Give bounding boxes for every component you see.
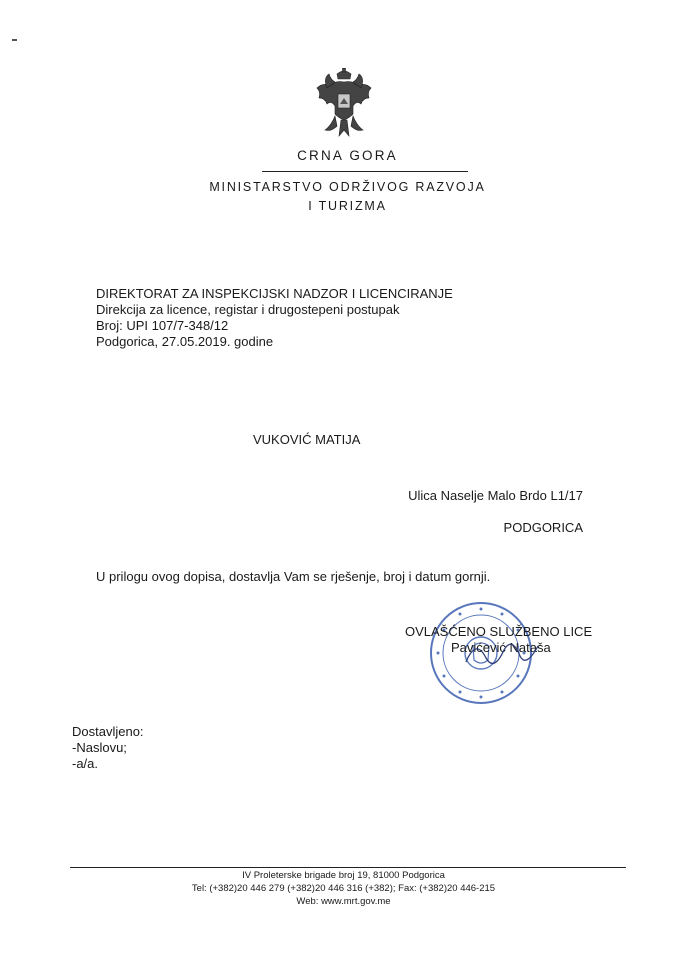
signer-title: OVLAŠĆENO SLUŽBENO LICE [405, 624, 593, 639]
coat-of-arms-icon [313, 68, 375, 144]
scan-mark [12, 39, 17, 41]
footer-address: IV Proleterske brigade broj 19, 81000 Podgorica [242, 870, 445, 881]
recipient-name: VUKOVIĆ MATIJA [253, 432, 361, 447]
ministry-name-line2: I TURIZMA [308, 199, 387, 213]
place-and-date: Podgorica, 27.05.2019. godine [96, 334, 274, 349]
department-name: Direkcija za licence, registar i drugostepeni postupak [96, 302, 400, 317]
recipient-city: PODGORICA [503, 520, 583, 535]
footer-phones: Tel: (+382)20 446 279 (+382)20 446 316 (+382); Fax: (+382)20 446-215 [191, 883, 496, 894]
recipient-street: Ulica Naselje Malo Brdo L1/17 [408, 488, 583, 503]
directorate-name: DIREKTORAT ZA INSPEKCIJSKI NADZOR I LICENCIRANJE [96, 286, 453, 301]
footer-web: Web: www.mrt.gov.me [296, 896, 391, 907]
letter-body: U prilogu ovog dopisa, dostavlja Vam se rješenje, broj i datum gornji. [96, 569, 491, 584]
delivery-item: -a/a. [72, 756, 99, 771]
handwritten-signature-icon [460, 628, 550, 678]
signer-name: Pavićević Nataša [451, 640, 551, 655]
ministry-name-line1: MINISTARSTVO ODRŽIVOG RAZVOJA [209, 180, 486, 194]
delivery-item: -Naslovu; [72, 740, 127, 755]
reference-number: Broj: UPI 107/7-348/12 [96, 318, 229, 333]
delivery-heading: Dostavljeno: [72, 724, 144, 739]
country-name: CRNA GORA [297, 148, 398, 163]
footer-divider [70, 867, 626, 868]
letterhead-divider [262, 171, 468, 172]
